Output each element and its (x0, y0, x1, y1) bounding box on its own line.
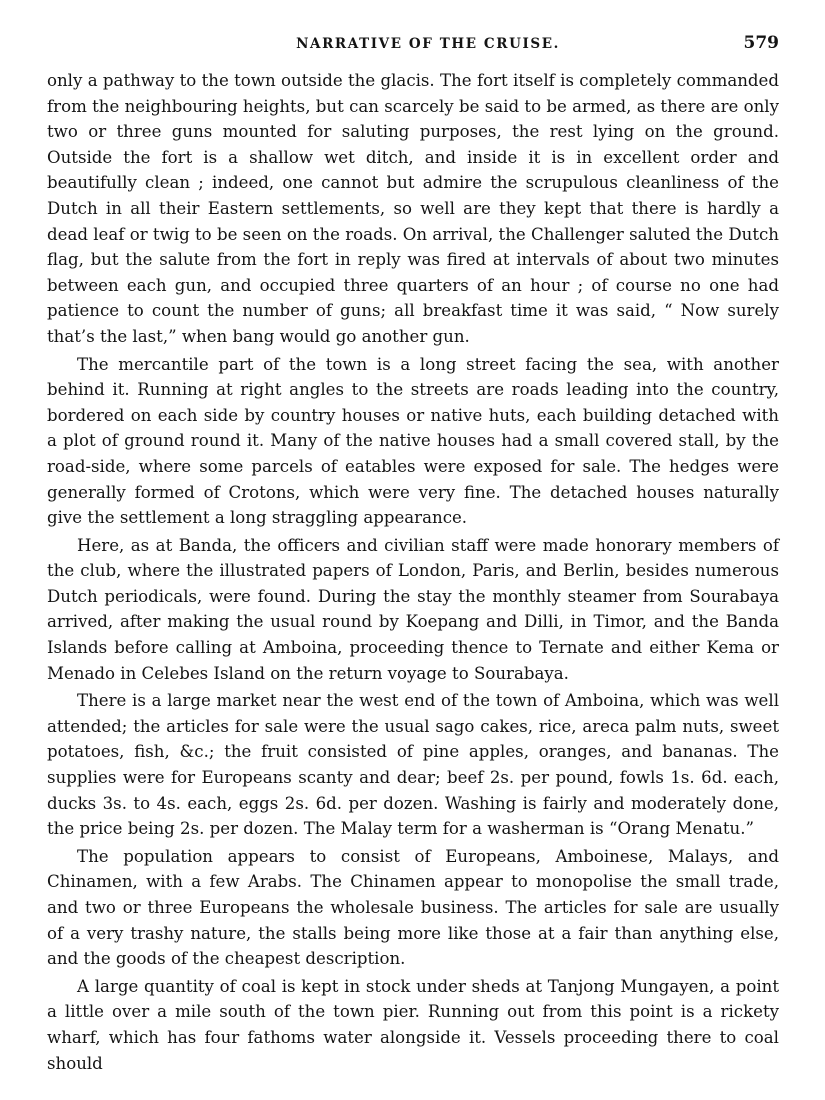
paragraph-1: only a pathway to the town outside the glacis. The fort itself is completely commanded from the neighbouring heights, but can scarcely be said to be armed, as there are only two or three guns mounted for saluting purposes, the rest lying on the ground. Outside the fort is a shallow wet ditch, and inside it is in excellent order and beautifully clean ; indeed, one cannot but admire the scrupulous cleanliness of the Dutch in all their Eastern settlements, so well are they kept that there is hardly a dead leaf or twig to be seen on the roads. On arrival, the Challenger saluted the Dutch flag, but the salute from the fort in reply was fired at intervals of about two minutes between each gun, and occupied three quarters of an hour ; of course no one had patience to count the number of guns; all breakfast time it was said, “ Now surely that’s the last,” when bang would go another gun. (47, 71, 779, 346)
body-text (47, 68, 779, 1076)
paragraph-4: There is a large market near the west end of the town of Amboina, which was well attended; the articles for sale were the usual sago cakes, rice, areca palm nuts, sweet potatoes, fish, &c.; the fruit consisted of pine apples, oranges, and bananas. The supplies were for Europeans scanty and dear; beef 2s. per pound, fowls 1s. 6d. each, ducks 3s. to 4s. each, eggs 2s. 6d. per dozen. Washing is fairly and moderately done, the price being 2s. per dozen. The Malay term for a washerman is “Orang Menatu.” (47, 691, 779, 839)
paragraph-5: The population appears to consist of Europeans, Amboinese, Malays, and Chinamen, with a few Arabs. The Chinamen appear to monopolise the small trade, and two or three Europeans the wholesale business. The articles for sale are usually of a very trashy nature, the stalls being more like those at a fair than anything else, and the goods of the cheapest description. (47, 846, 779, 969)
page-header (47, 30, 779, 58)
page-number: 579 (743, 33, 779, 53)
paragraph-2: The mercantile part of the town is a long street facing the sea, with another behind it. Running at right angles to the streets are roads leading into the country, bordered on each side by country houses or native huts, each building detached with a plot of ground round it. Many of the native houses had a small covered stall, by the road-side, where some parcels of eatables were exposed for sale. The hedges were generally formed of Crotons, which were very fine. The detached houses naturally give the settlement a long straggling appearance. (47, 354, 779, 528)
paragraph-6: A large quantity of coal is kept in stock under sheds at Tanjong Mungayen, a point a little over a mile south of the town pier. Running out from this point is a rickety wharf, which has four fathoms water alongside it. Vessels proceeding there to coal should (47, 976, 779, 1073)
running-title: NARRATIVE OF THE CRUISE. (296, 36, 560, 52)
paragraph-3: Here, as at Banda, the officers and civilian staff were made honorary members of the club, where the illustrated papers of London, Paris, and Berlin, besides numerous Dutch periodicals, were found. During the stay the monthly steamer from Sourabaya arrived, after making the usual round by Koepang and Dilli, in Timor, and the Banda Islands before calling at Amboina, proceeding thence to Ternate and either Kema or Menado in Celebes Island on the return voyage to Sourabaya. (47, 535, 779, 683)
